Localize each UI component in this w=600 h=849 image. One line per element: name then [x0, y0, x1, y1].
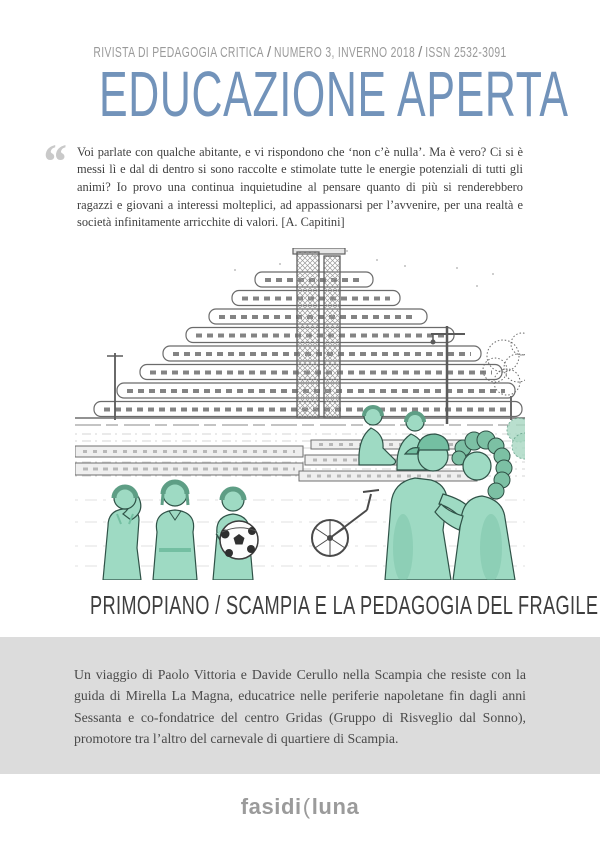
masthead: [93, 0, 507, 61]
open-quote-icon: “: [41, 132, 66, 189]
cover-illustration: [75, 248, 525, 580]
logo-prefix: fasidi: [240, 794, 302, 820]
masthead-issue: NUMERO 3, INVERNO 2018: [274, 44, 416, 61]
abstract-band: [0, 637, 600, 775]
journal-title: EDUCAZIONE APERTA: [99, 58, 569, 130]
abstract-text: Un viaggio di Paolo Vittoria e Davide Cerullo nella Scampia che resiste con la guida di Mirella La Magna, educatrice nelle periferie napoletane fin dagli anni Sessanta e co-fondatrice del centro Gridas (Gruppo di Risveglio dal Sonno), promotore tra l’altro del carnevale di quartiere di Scampia.: [74, 666, 526, 747]
masthead-issn: ISSN 2532-3091: [425, 44, 507, 61]
logo-suffix: luna: [311, 794, 360, 820]
masthead-separator: /: [267, 44, 271, 61]
teen-group-left: [103, 482, 258, 580]
cap-icon: [417, 434, 449, 450]
scampia-sketch: [75, 248, 525, 580]
soccer-ball-icon: [220, 521, 258, 559]
masthead-subtitle: RIVISTA DI PEDAGOGIA CRITICA: [93, 44, 264, 61]
pull-quote: [41, 132, 523, 232]
quote-text: Voi parlate con qualche abitante, e vi rispondono che ‘non c’è nulla’. Ma è vero? Ci si è messi lì e dal di dentro si sono raccolte e stimolate tutte le energie potenziali di tutti gli animi? Io provo una continua inquietudine al pensare quanto di più si renderebbero ragazzi e giovani a interessi molteplici, ad appassionarsi per l’avvenire, per una realtà e società infinitamente arricchite di valori. [A. Capitini]: [77, 144, 523, 230]
crescent-moon-icon: (: [302, 794, 311, 820]
publisher-logo: [0, 794, 600, 820]
stair-tower: [293, 248, 345, 418]
section-headline: PRIMOPIANO / SCAMPIA E LA PEDAGOGIA DEL FRAGILE: [90, 589, 599, 620]
masthead-separator: /: [418, 44, 422, 61]
